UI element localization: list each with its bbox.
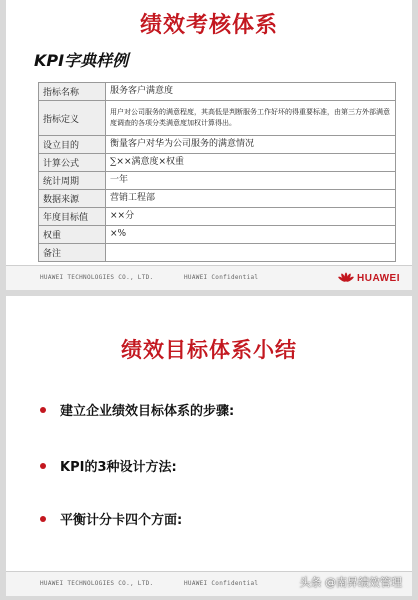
row-label: 指标名称	[39, 83, 106, 101]
row-value	[106, 244, 396, 262]
row-value: ∑××满意度×权重	[106, 154, 396, 172]
footer-confidential: HUAWEI Confidential	[184, 274, 259, 281]
row-label: 权重	[39, 226, 106, 244]
slide-kpi-dictionary	[6, 0, 412, 290]
table-row	[39, 190, 396, 208]
table-row	[39, 244, 396, 262]
table-row	[39, 101, 396, 136]
row-value: ×%	[106, 226, 396, 244]
footer-company: HUAWEI TECHNOLOGIES CO., LTD.	[40, 274, 154, 281]
footer-confidential: HUAWEI Confidential	[184, 580, 259, 587]
table-row	[39, 83, 396, 101]
bullet-item	[40, 456, 177, 475]
row-label: 指标定义	[39, 101, 106, 136]
kpi-dictionary-table	[38, 82, 396, 262]
slide-subtitle: KPI字典样例	[34, 51, 129, 70]
slide-title: 绩效考核体系	[139, 13, 278, 38]
bullet-dot-icon	[40, 516, 46, 522]
row-label: 统计周期	[39, 172, 106, 190]
row-value: 一年	[106, 172, 396, 190]
row-value: 衡量客户对华为公司服务的满意情况	[106, 136, 396, 154]
table-row	[39, 226, 396, 244]
row-label: 数据来源	[39, 190, 106, 208]
table-row	[39, 154, 396, 172]
row-label: 设立目的	[39, 136, 106, 154]
slide-title: 绩效目标体系小结	[121, 338, 297, 362]
row-value: ××分	[106, 208, 396, 226]
bullet-dot-icon	[40, 407, 46, 413]
slide-footer	[6, 572, 412, 596]
slide-footer	[6, 266, 412, 290]
bullet-text: 建立企业绩效目标体系的步骤:	[60, 404, 235, 419]
row-label: 备注	[39, 244, 106, 262]
footer-company: HUAWEI TECHNOLOGIES CO., LTD.	[40, 580, 154, 587]
row-value: 营销工程部	[106, 190, 396, 208]
row-value: 服务客户满意度	[106, 83, 396, 101]
row-value: 用户对公司服务的满意程度，其高低是判断服务工作好坏的得重要标准，由第三方外部满意度调查的各项分类满意度加权计算得出。	[106, 101, 396, 136]
table-row	[39, 208, 396, 226]
huawei-logo	[338, 272, 400, 284]
row-label: 计算公式	[39, 154, 106, 172]
brand-name: HUAWEI	[357, 272, 400, 284]
bullet-item	[40, 509, 182, 528]
slide-summary	[6, 296, 412, 596]
bullet-text: 平衡计分卡四个方面:	[60, 513, 183, 528]
table-row	[39, 172, 396, 190]
huawei-petal-icon	[338, 272, 354, 284]
watermark: 头条 @南昇绩效管理	[299, 576, 402, 589]
bullet-dot-icon	[40, 463, 46, 469]
bullet-text: KPI的3种设计方法:	[60, 460, 177, 475]
row-label: 年度目标值	[39, 208, 106, 226]
table-row	[39, 136, 396, 154]
bullet-item	[40, 400, 234, 419]
